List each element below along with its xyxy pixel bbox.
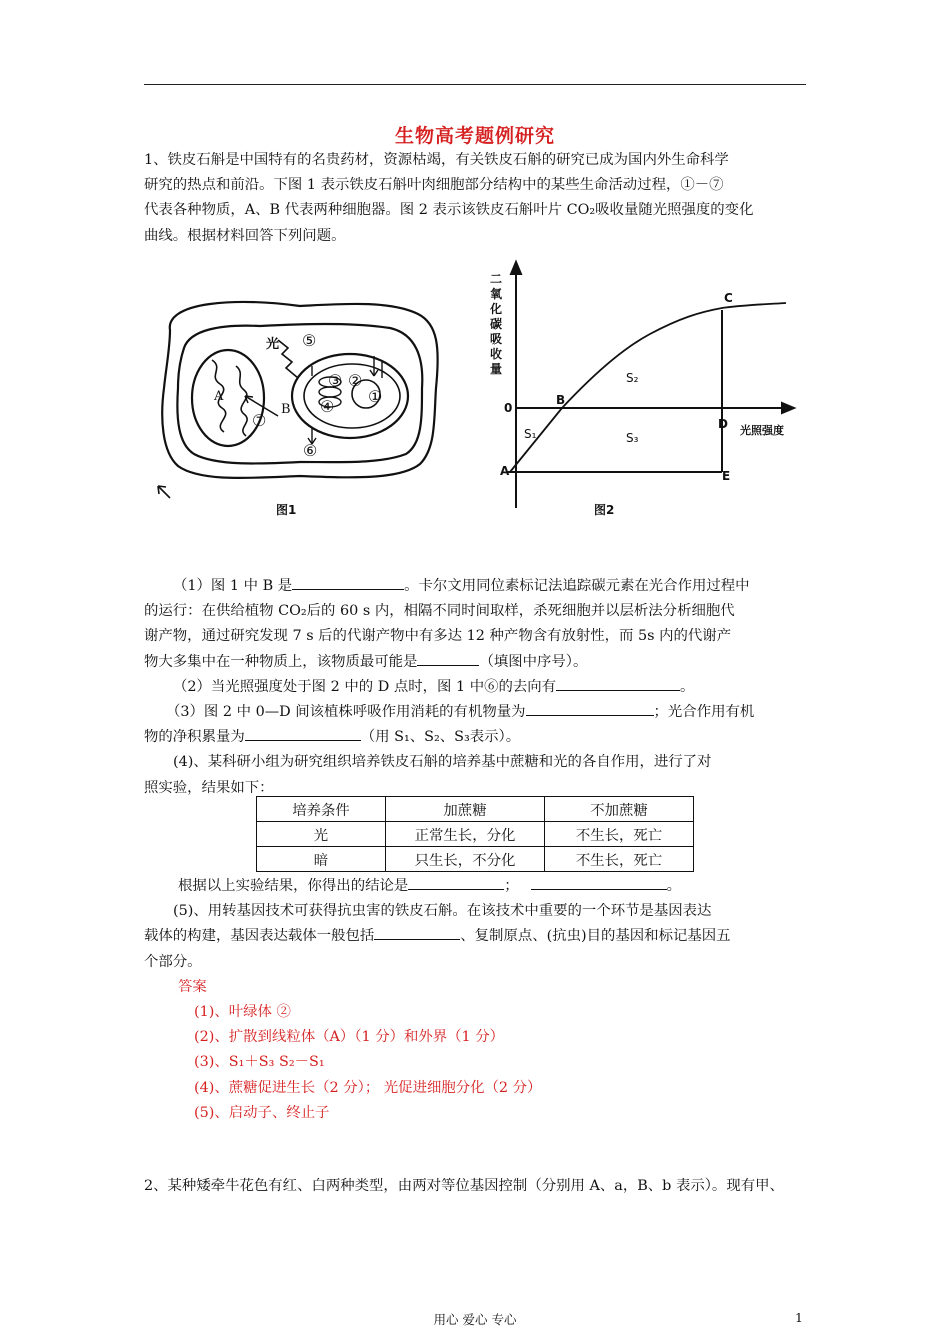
fig2-area-s3: S₃ <box>626 431 639 445</box>
answer-blank <box>526 700 654 716</box>
q1-part2-line <box>144 675 808 700</box>
fig2-point-d: D <box>718 417 728 431</box>
table-header-cell: 加蔗糖 <box>386 797 545 822</box>
table-row <box>257 797 694 822</box>
fig1-num-3: ③ <box>328 371 343 390</box>
answer-line: (3)、S₁＋S₃ S₂－S₁ <box>194 1054 325 1071</box>
answer-blank <box>374 924 460 940</box>
q1-part5-line <box>144 924 808 949</box>
q1-part4-conclusion <box>144 874 808 899</box>
q1-intro-line: 曲线。根据材料回答下列问题。 <box>144 227 346 244</box>
q1-part1-text: 。卡尔文用同位素标记法追踪碳元素在光合作用过程中 <box>404 578 750 594</box>
answer-heading: 答案 <box>178 978 207 995</box>
answer-blank <box>556 675 680 691</box>
table-cell: 不生长，死亡 <box>545 822 694 847</box>
q1-part3-line <box>144 725 808 750</box>
figure-1-caption: 图1 <box>276 503 297 517</box>
answer-blank <box>531 874 667 890</box>
q2-line: 2、某种矮牵牛花色有红、白两种类型，由两对等位基因控制（分别用 A、a，B、b 表示）。现有甲、 <box>144 1178 784 1194</box>
page-footer: 用心 爱心 专心 <box>433 1312 517 1327</box>
q1-part1-line: 的运行：在供给植物 CO₂后的 60 s 内，相隔不同时间取样，杀死细胞并以层析法分析细胞代 <box>144 603 735 620</box>
q1-part3-text: （用 S₁、S₂、S₃表示）。 <box>360 729 521 746</box>
fig2-xlabel: 光照强度 <box>740 424 784 437</box>
q1-part5-text: 、复制原点、(抗虫)目的基因和标记基因五 <box>460 928 731 945</box>
results-table <box>256 796 694 872</box>
page-title: 生物高考题例研究 <box>394 125 555 147</box>
fig1-num-7: ⑦ <box>252 411 267 430</box>
fig1-num-5: ⑤ <box>302 331 317 350</box>
q1-parts <box>144 574 808 801</box>
table-cell: 光 <box>257 822 386 847</box>
answer-blank <box>292 574 404 590</box>
fig2-point-c: C <box>724 291 733 305</box>
fig1-num-2: ② <box>348 371 363 390</box>
answer-blank <box>417 650 479 666</box>
q1-intro-line: 1、铁皮石斛是中国特有的名贵药材，资源枯竭，有关铁皮石斛的研究已成为国内外生命科学 <box>144 152 729 168</box>
q1-part2-text: 。 <box>680 678 695 695</box>
table-cell: 只生长，不分化 <box>386 847 545 872</box>
table-row <box>257 847 694 872</box>
q1-part5-line: 个部分。 <box>144 953 202 970</box>
q1-part3-text: ；光合作用有机 <box>653 704 755 721</box>
fig2-point-a: A <box>500 464 510 478</box>
fig2-area-s2: S₂ <box>626 371 639 385</box>
q1-part4-line: (4)、某科研小组为研究组织培养铁皮石斛的培养基中蔗糖和光的各自作用，进行了对 <box>173 754 712 771</box>
q1-part4-text: 。 <box>666 878 682 894</box>
q2-text <box>144 1174 824 1199</box>
answer-line: (5)、启动子、终止子 <box>194 1104 330 1121</box>
header-rule <box>144 84 806 85</box>
fig2-point-b: B <box>556 393 566 407</box>
page-number: 1 <box>795 1310 803 1325</box>
q1-part5-text: 载体的构建，基因表达载体一般包括 <box>144 928 375 945</box>
q1-intro-line: 研究的热点和前沿。下图 1 表示铁皮石斛叶肉细胞部分结构中的某些生命活动过程，①－⑦ <box>144 177 724 194</box>
q1-part3-text: 物的净积累量为 <box>144 729 245 746</box>
q1-part1-text: （填图中序号）。 <box>479 653 588 670</box>
fig2-ylabel: 二氧化碳吸收量 <box>490 272 503 376</box>
table-cell: 暗 <box>257 847 386 872</box>
fig1-label-b: B <box>281 402 291 417</box>
q1-part3-line <box>144 700 808 725</box>
fig2-area-s1: S₁ <box>524 427 537 441</box>
answer-line: (4)、蔗糖促进生长（2 分）； 光促进细胞分化（2 分） <box>194 1079 542 1096</box>
q1-part1-line <box>144 574 808 599</box>
q1-part4-text: 根据以上实验结果，你得出的结论是 <box>178 878 409 894</box>
fig1-num-4: ④ <box>320 397 335 416</box>
figure-2-caption: 图2 <box>594 503 615 517</box>
table-cell: 不生长，死亡 <box>545 847 694 872</box>
q1-part5-line: (5)、用转基因技术可获得抗虫害的铁皮石斛。在该技术中重要的一个环节是基因表达 <box>173 903 712 920</box>
q1-intro <box>144 148 808 249</box>
q1-part4-text: ； <box>504 878 519 894</box>
fig1-light-label: 光 <box>266 337 280 352</box>
fig1-num-1: ① <box>368 387 383 406</box>
answer-line: (2)、扩散到线粒体（A）（1 分）和外界（1 分） <box>194 1029 505 1046</box>
fig2-origin: 0 <box>504 401 513 415</box>
q1-intro-line: 代表各种物质，A、B 代表两种细胞器。图 2 表示该铁皮石斛叶片 CO₂吸收量随光照强度的变化 <box>144 202 754 219</box>
table-row <box>257 822 694 847</box>
figure-2-curve <box>480 258 800 510</box>
q1-part1-text: （1）图 1 中 B 是 <box>173 578 293 594</box>
fig1-label-a: A <box>214 389 224 404</box>
q1-part2-text: （2）当光照强度处于图 2 中的 D 点时，图 1 中⑥的去向有 <box>173 678 557 695</box>
fig2-point-e: E <box>722 469 731 483</box>
q1-part1-line: 谢产物，通过研究发现 7 s 后的代谢产物中有多达 12 种产物含有放射性，而 5s 内的代谢产 <box>144 628 732 645</box>
table-header-cell: 培养条件 <box>257 797 386 822</box>
answer-blank <box>408 874 504 890</box>
answer-line: (1)、叶绿体 ② <box>194 1004 291 1021</box>
q1-part1-text: 物大多集中在一种物质上，该物质最可能是 <box>144 653 418 670</box>
table-cell: 正常生长，分化 <box>386 822 545 847</box>
fig1-num-6: ⑥ <box>303 441 318 460</box>
table-header-cell: 不加蔗糖 <box>545 797 694 822</box>
q1-part4-line: 照实验，结果如下： <box>144 779 274 796</box>
q1-part1-line <box>144 650 808 675</box>
q1-parts-cont <box>144 874 808 1126</box>
q1-part3-text: （3）图 2 中 0—D 间该植株呼吸作用消耗的有机物量为 <box>166 704 526 721</box>
figure-1-cell-diagram <box>150 268 450 500</box>
answer-blank <box>245 725 361 741</box>
